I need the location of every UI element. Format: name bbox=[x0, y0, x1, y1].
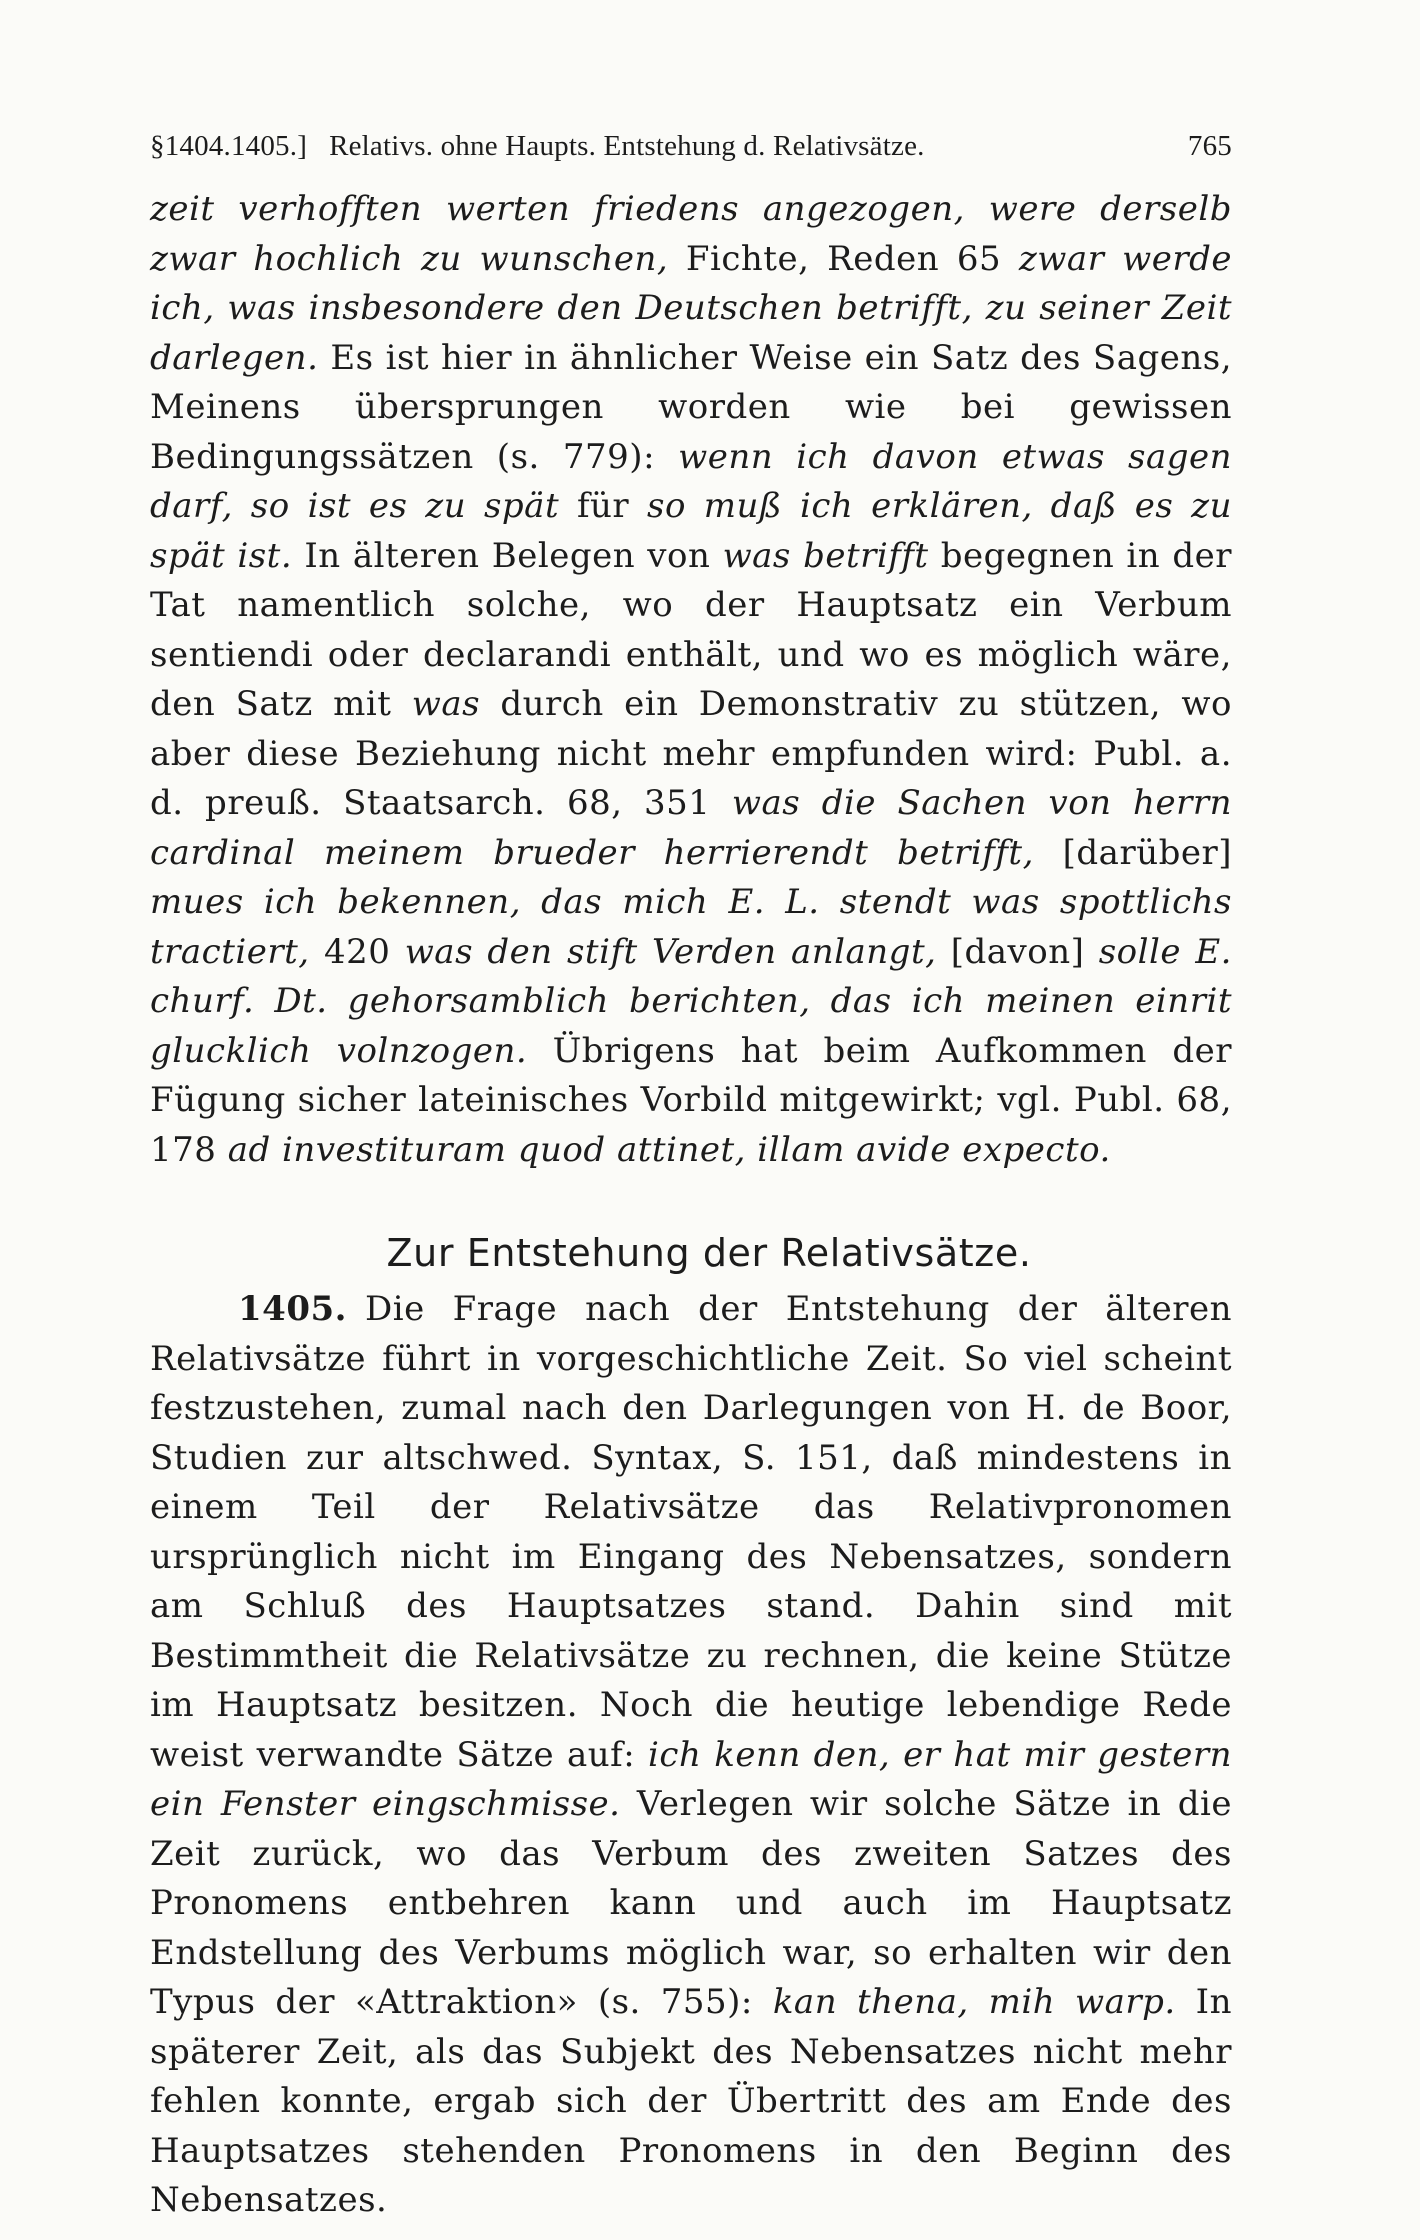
italic-quotation: zeit verhofften werten friedens angezogen, were derselb zwar hochlich zu wunschen, bbox=[150, 189, 1232, 279]
italic-quotation: zwar werde ich, was insbesondere den Deutschen betrifft, zu seiner Zeit darlegen. bbox=[150, 238, 1232, 378]
italic-quotation: mues ich bekennen, das mich E. L. stendt was spottlichs tractiert, bbox=[150, 882, 1232, 972]
section-references: §1404.1405.] bbox=[150, 130, 308, 162]
paragraph-number: 1405. bbox=[238, 1289, 347, 1329]
text-run: [davon] bbox=[936, 931, 1099, 972]
italic-quotation: ad investituram quod attinet, illam avide expecto. bbox=[227, 1129, 1111, 1170]
page-number: 765 bbox=[1187, 130, 1232, 162]
text-run: Es ist hier in ähnlicher Weise ein Satz des Sagens, Meinens übersprungen worden wie bei gewissen Bedingungssätzen (s. 779): bbox=[150, 337, 1232, 477]
italic-quotation: was bbox=[411, 684, 481, 724]
text-run: begegnen in der Tat namentlich solche, wo der Hauptsatz ein Verbum sentiendi oder declarandi enthält, und wo es möglich wäre, den Satz mit bbox=[150, 535, 1232, 724]
italic-quotation: wenn ich davon etwas sagen darf, so ist es zu spät bbox=[150, 436, 1233, 526]
text-run: Fichte, Reden 65 bbox=[668, 238, 1019, 279]
running-head bbox=[150, 130, 1232, 163]
italic-quotation: was den stift Verden anlangt, bbox=[404, 931, 937, 972]
text-run: 420 bbox=[309, 931, 405, 972]
italic-quotation: so muß ich erklären, daß es zu spät ist. bbox=[150, 486, 1232, 576]
section-heading: Zur Entstehung der Relativsätze. bbox=[386, 1231, 1032, 1275]
text-run: für bbox=[559, 486, 648, 526]
text-run: [darüber] bbox=[1033, 832, 1232, 873]
italic-quotation: was betrifft bbox=[722, 535, 929, 576]
italic-quotation: solle E. churf. Dt. gehorsamblich berichten, das ich meinen einrit glucklich volnzogen. bbox=[150, 931, 1232, 1071]
book-page bbox=[150, 130, 1232, 2226]
running-title: Relativs. ohne Haupts. Entstehung d. Relativsätze. bbox=[329, 130, 925, 162]
text-run: durch ein Demonstrativ zu stützen, wo aber diese Beziehung nicht mehr empfunden wird: Publ. a. d. preuß. Staatsarch. 68, 351 bbox=[150, 684, 1232, 823]
paragraph-1404-continuation bbox=[150, 185, 1232, 1175]
text-run: Die Frage nach der Entstehung der älteren Relativsätze führt in vorgeschichtliche Zeit. So viel scheint festzustehen, zumal nach den Darlegungen von H. de Boor, Studien zur altschwed. Syntax, S. 151, daß mindestens in einem Teil der Relativsätze das Relativpronomen ursprünglich nicht im Eingang des Nebensatzes, sondern am Schluß des Hauptsatzes stand. Dahin sind mit Bestimmtheit die Relativsätze zu rechnen, die keine Stütze im Hauptsatz besitzen. Noch die heutige lebendige Rede weist verwandte Sätze auf: bbox=[150, 1289, 1232, 1775]
italic-quotation: was die Sachen von herrn cardinal meinem brueder herrierendt betrifft, bbox=[150, 783, 1232, 873]
text-run: In älteren Belegen von bbox=[292, 535, 723, 576]
paragraph-1405 bbox=[150, 1285, 1232, 2226]
text-run: Übrigens hat beim Aufkommen der Fügung sicher lateinisches Vorbild mitgewirkt; vgl. Publ. 68, 178 bbox=[150, 1030, 1232, 1170]
text-run: Verlegen wir solche Sätze in die Zeit zurück, wo das Verbum des zweiten Satzes des Pronomens entbehren kann und auch im Hauptsatz Endstellung des Verbums möglich war, so erhalten wir den Typus der «Attraktion» (s. 755): bbox=[150, 1784, 1232, 2022]
italic-quotation: kan thena, mih warp. bbox=[772, 1982, 1176, 2022]
paragraph-1405-body bbox=[150, 1289, 1232, 2220]
italic-quotation: ich kenn den, er hat mir gestern ein Fenster eingschmisse. bbox=[150, 1734, 1233, 1824]
text-run: In späterer Zeit, als das Subjekt des Nebensatzes nicht mehr fehlen konnte, ergab sich der Übertritt des am Ende des Hauptsatzes stehenden Pronomens in den Beginn des Nebensatzes. bbox=[150, 1982, 1233, 2220]
